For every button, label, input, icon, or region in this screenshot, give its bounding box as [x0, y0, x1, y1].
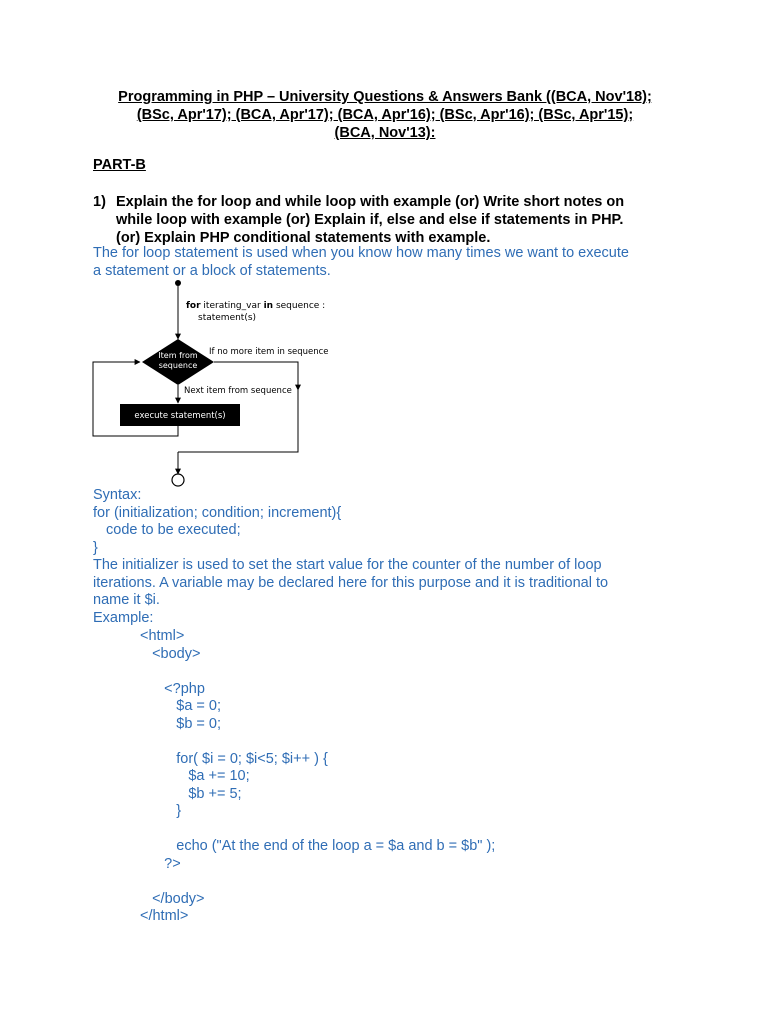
- code-line: ?>: [140, 855, 181, 872]
- code-line: $a = 0;: [140, 698, 222, 714]
- decision-label: Item from: [158, 351, 198, 360]
- section-heading: PART-B: [93, 157, 146, 173]
- explanation-line: The initializer is used to set the start value for the counter of the number of loop: [93, 557, 602, 573]
- code-line: </html>: [140, 908, 189, 924]
- question-line: (or) Explain PHP conditional statements with example.: [116, 230, 491, 246]
- syntax-section: [93, 487, 713, 627]
- code-line: <body>: [140, 645, 201, 662]
- action-label: execute statement(s): [134, 411, 226, 421]
- intro-line: a statement or a block of statements.: [93, 262, 331, 279]
- question-line: while loop with example (or) Explain if, else and else if statements in PHP.: [116, 212, 624, 228]
- code-line: $a += 10;: [140, 768, 250, 784]
- intro-line: The for loop statement is used when you know how many times we want to execute: [93, 245, 629, 261]
- question-line: Explain the for loop and while loop with example (or) Write short notes on: [116, 194, 625, 210]
- code-line: <?php: [140, 680, 205, 697]
- syntax-line: }: [93, 539, 98, 556]
- for-loop-flowchart: [80, 276, 329, 492]
- question-number: 1): [93, 194, 106, 210]
- code-line: echo ("At the end of the loop a = $a and b = $b" );: [140, 838, 496, 854]
- flowchart-header: for iterating_var in sequence :: [186, 301, 326, 311]
- explanation-line: name it $i.: [93, 592, 160, 608]
- code-line: }: [140, 803, 182, 819]
- code-line: $b = 0;: [140, 715, 222, 732]
- syntax-heading: Syntax:: [93, 487, 142, 503]
- title-line: (BCA, Nov'13):: [334, 125, 436, 141]
- next-label: Next item from sequence: [184, 386, 292, 396]
- code-line: $b += 5;: [140, 785, 242, 802]
- code-line: for( $i = 0; $i<5; $i++ ) {: [140, 750, 328, 767]
- flowchart-header-body: statement(s): [198, 313, 257, 323]
- example-heading: Example:: [93, 609, 154, 626]
- code-line: [140, 733, 495, 751]
- code-example: [140, 628, 495, 926]
- code-line: <html>: [140, 628, 185, 644]
- exit-label: If no more item in sequence: [209, 347, 329, 357]
- document-title: [60, 88, 710, 142]
- explanation-line: iterations. A variable may be declared here for this purpose and it is traditional to: [93, 574, 609, 591]
- syntax-line: code to be executed;: [106, 522, 241, 538]
- intro-paragraph: [93, 245, 693, 280]
- code-line: [140, 663, 495, 681]
- code-line: </body>: [140, 890, 205, 907]
- title-line: Programming in PHP – University Questions & Answers Bank ((BCA, Nov'18);: [118, 89, 652, 105]
- syntax-line: for (initialization; condition; increment){: [93, 504, 342, 521]
- end-circle: [172, 474, 184, 486]
- decision-label: sequence: [158, 361, 198, 370]
- question-block: [93, 193, 693, 247]
- code-line: [140, 821, 495, 839]
- code-line: [140, 873, 495, 891]
- title-line: (BSc, Apr'17); (BCA, Apr'17); (BCA, Apr'16); (BSc, Apr'16); (BSc, Apr'15);: [136, 107, 634, 123]
